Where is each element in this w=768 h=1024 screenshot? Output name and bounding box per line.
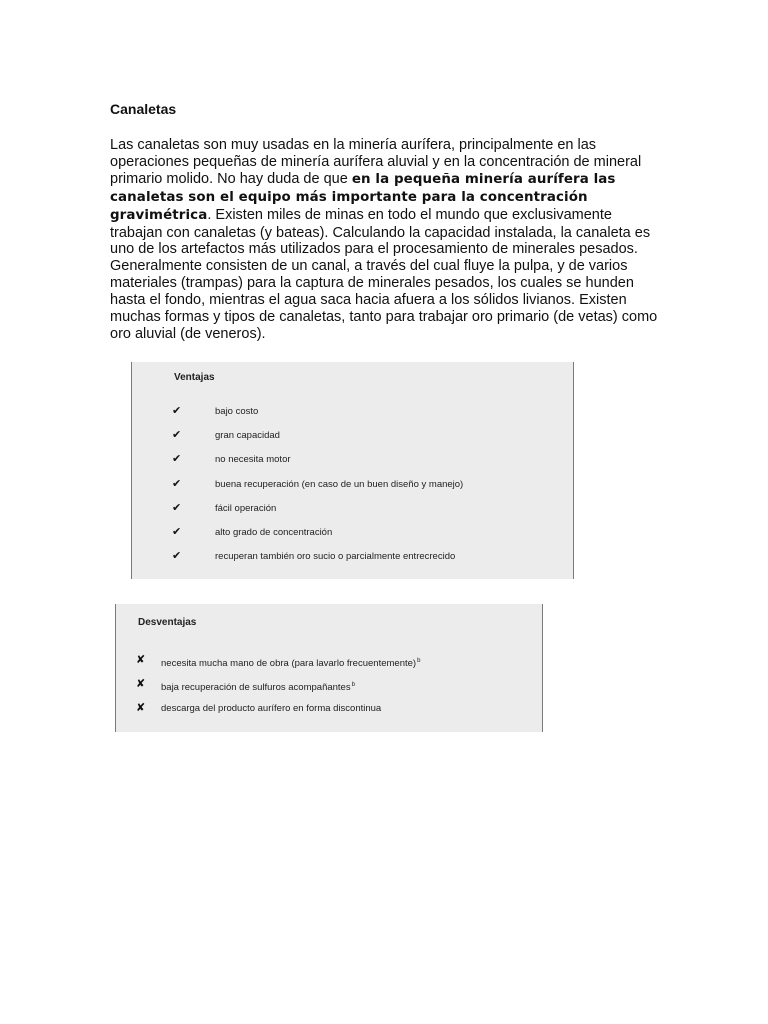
disadvantage-item [161, 703, 381, 715]
disadvantages-title: Desventajas [138, 617, 197, 628]
advantage-text: gran capacidad [215, 430, 280, 442]
footnote-marker: b [351, 682, 355, 688]
section-heading: Canaletas [110, 101, 177, 117]
advantage-text: buena recuperación (en caso de un buen diseño y manejo) [215, 478, 464, 490]
advantages-panel [131, 362, 574, 579]
check-icon: ✔ [172, 428, 182, 442]
cross-icon: ✘ [136, 677, 146, 690]
advantages-title: Ventajas [174, 372, 215, 383]
check-icon: ✔ [172, 500, 182, 514]
disadvantage-item [161, 679, 355, 694]
disadvantage-text: necesita mucha mano de obra (para lavarlo frecuentemente) [161, 658, 417, 669]
paragraph-text-end: . Existen miles de minas en todo el mundo que exclusivamente trabajan con canaletas (y bateas). Calculando la capacidad instalada, la canaleta es uno de los artefactos más utilizados para el procesamiento de minerales pesados. Generalmente consisten de un canal, a través del cual fluye la pulpa, y de varios materiales (trampas) para la captura de minerales pesados, los cuales se hunden hasta el fondo, mientras el agua saca hacia afuera a los sólidos livianos. Existen muchas formas y tipos de canaletas, tanto para trabajar oro primario (de vetas) como oro aluvial (de veneros). [110, 206, 658, 342]
intro-paragraph [110, 137, 658, 343]
paragraph-bold-statement: en la pequeña minería aurífera las canaletas son el equipo más importante para la concentración gravimétrica [110, 171, 616, 223]
advantage-text: bajo costo [215, 406, 259, 417]
check-icon: ✔ [172, 452, 182, 466]
advantage-text: fácil operación [215, 502, 277, 514]
check-icon: ✔ [172, 476, 182, 490]
cross-icon: ✘ [136, 701, 146, 714]
check-icon: ✔ [172, 524, 182, 538]
advantage-text: recuperan también oro sucio o parcialmente entrecrecido [215, 551, 456, 563]
disadvantage-text: baja recuperación de sulfuros acompañantes [161, 682, 351, 693]
advantage-text: alto grado de concentración [215, 526, 333, 538]
check-icon: ✔ [172, 549, 182, 563]
disadvantage-item [161, 655, 420, 670]
advantage-text: no necesita motor [215, 454, 291, 466]
disadvantages-panel [115, 604, 543, 732]
disadvantage-text: descarga del producto aurífero en forma discontinua [161, 703, 382, 714]
check-icon: ✔ [172, 404, 182, 417]
paragraph-text-start: Las canaletas son muy usadas en la minería aurífera, principalmente en las operaciones pequeñas de minería aurífera aluvial y en la concentración de mineral primario molido. No hay duda de que [110, 137, 642, 187]
cross-icon: ✘ [136, 653, 146, 666]
footnote-marker: b [417, 658, 421, 664]
